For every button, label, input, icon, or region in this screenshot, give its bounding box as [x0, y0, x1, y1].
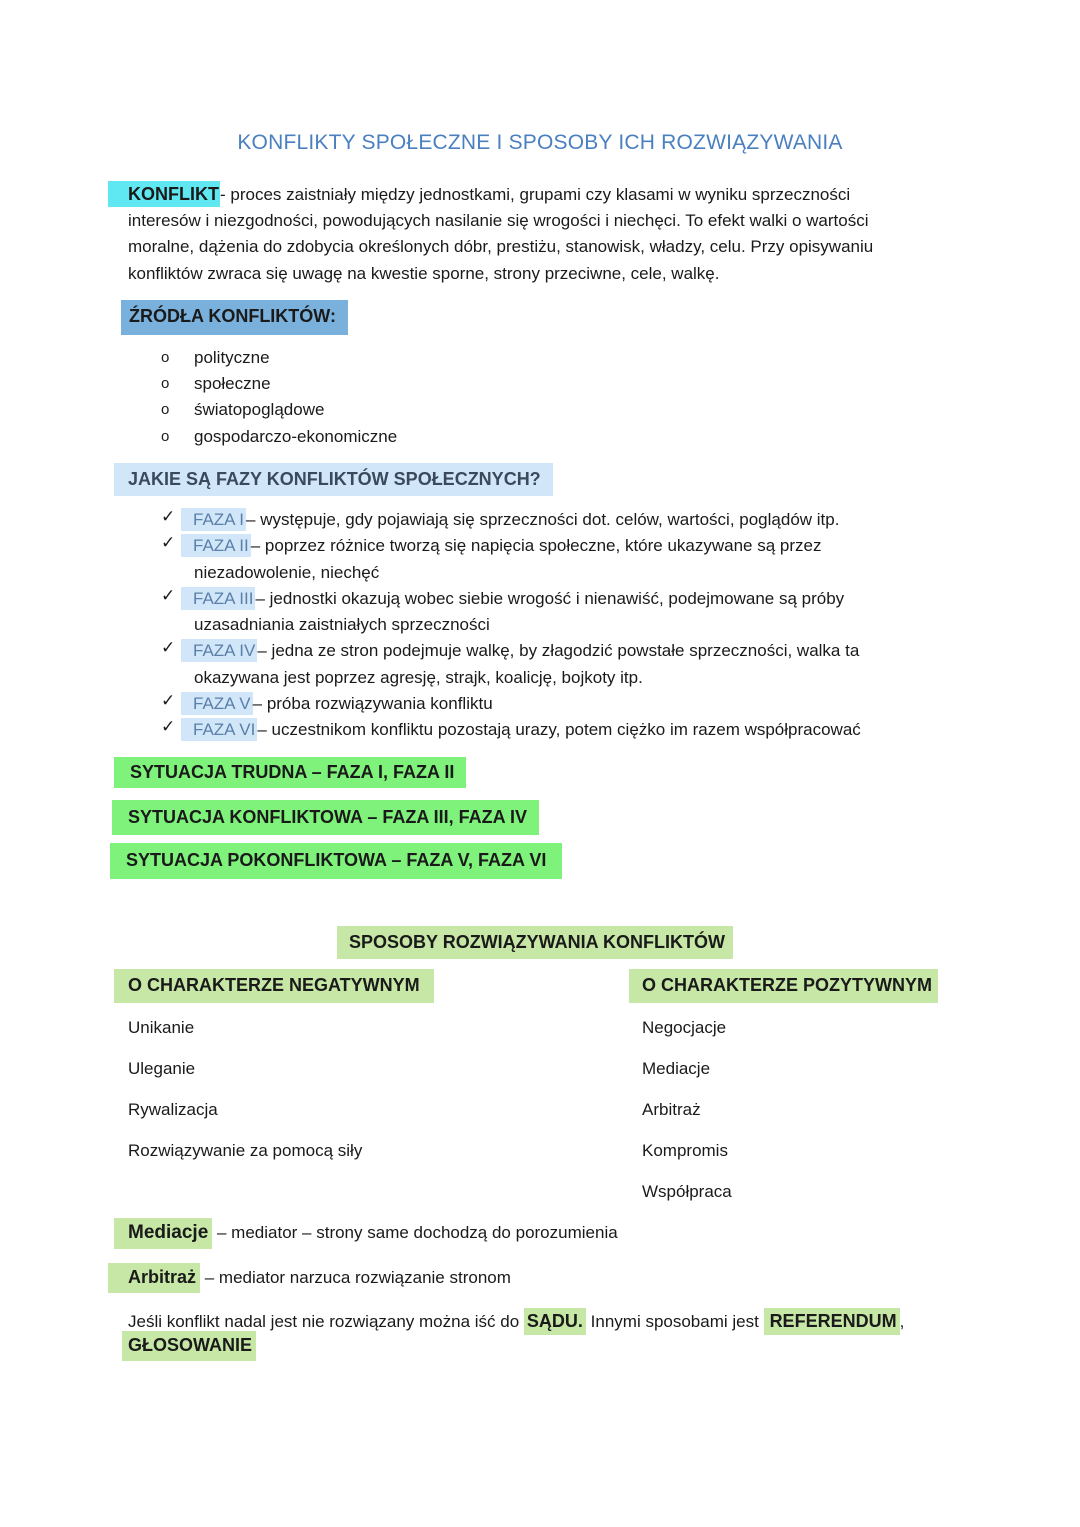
final-line-2 — [122, 1335, 256, 1356]
phase-item-5 — [181, 691, 493, 718]
phase-text-cont: okazywana jest poprzez agresję, strajk, koalicję, bojkoty itp. — [194, 668, 643, 687]
definition-line-4: konfliktów zwraca się uwagę na kwestie sporne, strony przeciwne, cele, walkę. — [128, 264, 720, 283]
sources-heading: ŹRÓDŁA KONFLIKTÓW: — [121, 300, 348, 335]
phase-item-2 — [181, 533, 822, 560]
positive-heading: O CHARAKTERZE POZYTYWNYM — [629, 969, 938, 1003]
phase-text-cont: uzasadniania zaistniałych sprzeczności — [194, 615, 490, 634]
phase-text: – jedna ze stron podejmuje walkę, by złagodzić powstałe sprzeczności, walka ta — [257, 641, 860, 660]
glosowanie-highlight: GŁOSOWANIE — [122, 1331, 256, 1361]
check-icon: ✓ — [161, 586, 176, 605]
note-term: Mediacje — [114, 1218, 212, 1249]
source-item: światopoglądowe — [194, 400, 325, 419]
phase-item-4 — [181, 638, 859, 665]
definition-term: KONFLIKT — [108, 181, 220, 207]
note-mediacje — [114, 1220, 618, 1247]
referendum-highlight: REFERENDUM — [764, 1308, 900, 1335]
bullet-circle: o — [161, 401, 170, 418]
negative-item: Rywalizacja — [128, 1100, 218, 1119]
positive-item: Współpraca — [642, 1182, 732, 1201]
source-item: gospodarczo-ekonomiczne — [194, 427, 398, 446]
phase-label: FAZA II — [181, 534, 251, 557]
definition-line-3: moralne, dążenia do zdobycia określonych dóbr, prestiżu, stanowisk, władzy, celu. Przy opisywaniu — [128, 237, 874, 256]
source-item: społeczne — [194, 374, 271, 393]
phase-text: – jednostki okazują wobec siebie wrogość i nienawiść, podejmowane są próby — [255, 589, 845, 608]
source-item: polityczne — [194, 348, 270, 367]
note-term: Arbitraż — [108, 1263, 200, 1293]
phase-text: – próba rozwiązywania konfliktu — [252, 694, 493, 713]
note-text: – mediator narzuca rozwiązanie stronom — [204, 1268, 511, 1287]
positive-item: Kompromis — [642, 1141, 728, 1160]
phase-text: – występuje, gdy pojawiają się sprzeczności dot. celów, wartości, poglądów itp. — [246, 510, 840, 529]
definition-line-2: interesów i niezgodności, powodujących nasilanie się wrogości i niechęci. To efekt walki o wartości — [128, 211, 869, 230]
phase-text: – poprzez różnice tworzą się napięcia społeczne, które ukazywane są przez — [250, 536, 822, 555]
positive-item: Arbitraż — [642, 1100, 701, 1119]
definition-text-1: - proces zaistniały między jednostkami, grupami czy klasami w wyniku sprzeczności — [219, 185, 851, 204]
phase-text-cont: niezadowolenie, niechęć — [194, 563, 380, 582]
phase-label: FAZA IV — [181, 639, 257, 662]
phase-item-6 — [181, 717, 861, 744]
phase-label: FAZA VI — [181, 718, 257, 741]
page-title: KONFLIKTY SPOŁECZNE I SPOSOBY ICH ROZWIĄZYWANIA — [237, 131, 843, 154]
positive-item: Mediacje — [642, 1059, 711, 1078]
definition-line-1 — [108, 181, 850, 209]
check-icon: ✓ — [161, 691, 176, 710]
negative-heading: O CHARAKTERZE NEGATYWNYM — [114, 969, 434, 1003]
bullet-circle: o — [161, 375, 170, 392]
bullet-circle: o — [161, 428, 170, 445]
check-icon: ✓ — [161, 533, 176, 552]
check-icon: ✓ — [161, 507, 176, 526]
negative-item: Rozwiązywanie za pomocą siły — [128, 1141, 363, 1160]
final-text: Innymi sposobami jest — [585, 1312, 764, 1331]
final-comma: , — [899, 1312, 905, 1331]
positive-item: Negocjacje — [642, 1018, 727, 1037]
negative-item: Unikanie — [128, 1018, 195, 1037]
phase-item-1 — [181, 507, 839, 534]
phase-label: FAZA V — [181, 692, 253, 715]
situation-difficult: SYTUACJA TRUDNA – FAZA I, FAZA II — [114, 757, 466, 788]
situation-post-conflict: SYTUACJA POKONFLIKTOWA – FAZA V, FAZA VI — [110, 843, 562, 879]
negative-item: Uleganie — [128, 1059, 196, 1078]
phase-text: – uczestnikom konfliktu pozostają urazy, potem ciężko im razem współpracować — [257, 720, 861, 739]
situation-conflict: SYTUACJA KONFLIKTOWA – FAZA III, FAZA IV — [112, 800, 539, 835]
methods-heading: SPOSOBY ROZWIĄZYWANIA KONFLIKTÓW — [337, 926, 733, 959]
bullet-circle: o — [161, 349, 170, 366]
sad-highlight: SĄDU. — [524, 1308, 586, 1335]
final-text: Jeśli konflikt nadal jest nie rozwiązany można iść do — [128, 1312, 524, 1331]
phases-heading: JAKIE SĄ FAZY KONFLIKTÓW SPOŁECZNYCH? — [114, 463, 553, 496]
phase-label: FAZA III — [181, 587, 255, 610]
phase-item-3 — [181, 586, 844, 613]
check-icon: ✓ — [161, 717, 176, 736]
note-arbitraz — [108, 1264, 511, 1292]
check-icon: ✓ — [161, 638, 176, 657]
note-text: – mediator – strony same dochodzą do porozumienia — [217, 1223, 618, 1242]
phase-label: FAZA I — [181, 508, 246, 531]
